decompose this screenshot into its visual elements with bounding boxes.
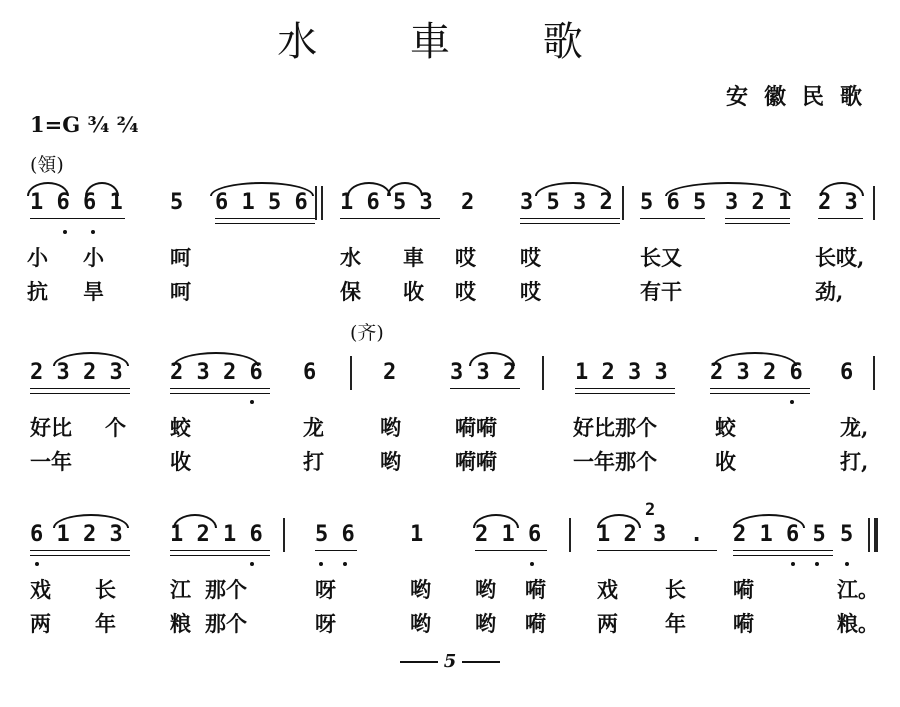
lyric: 江 xyxy=(170,577,191,602)
lyric: 嗬 xyxy=(733,611,754,636)
note-group: 3 xyxy=(653,522,667,547)
beam-line xyxy=(597,550,717,551)
note-group: 1 2 3 3 xyxy=(575,360,668,385)
octave-dot xyxy=(35,562,39,566)
beam-line xyxy=(170,393,270,394)
bar-line xyxy=(283,518,285,552)
lyric: 嗬 xyxy=(525,577,546,602)
lyric: 哎 xyxy=(520,279,541,304)
lyric: 小 xyxy=(27,245,48,270)
lyric: 嗬 xyxy=(733,577,754,602)
lyric: 嗬 xyxy=(525,611,546,636)
note-group: 3 3 2 xyxy=(450,360,517,385)
bar-line xyxy=(622,186,624,220)
octave-dot xyxy=(91,230,95,234)
lyric: 龙, xyxy=(840,415,869,440)
beam-line xyxy=(450,388,520,389)
bar-line xyxy=(350,356,352,390)
page-number xyxy=(0,651,900,672)
beam-line xyxy=(30,393,130,394)
note-group: 6 xyxy=(840,360,854,385)
note-group: 5 xyxy=(170,190,184,215)
note-group: 1 6 5 3 xyxy=(340,190,433,215)
beam-line xyxy=(30,550,130,551)
beam-line xyxy=(475,550,547,551)
beam-line xyxy=(725,223,790,224)
lyric: 小 xyxy=(83,245,104,270)
lyric: 嗬嗬 xyxy=(455,415,497,440)
beam-line xyxy=(575,388,675,389)
key-signature: 1=G ¾ ²⁄₄ xyxy=(30,112,139,137)
beam-line xyxy=(30,555,130,556)
note-group: 6 xyxy=(303,360,317,385)
lyric: 长 xyxy=(95,577,116,602)
octave-dot xyxy=(845,562,849,566)
beam-line xyxy=(215,218,315,219)
note-group: 2 3 2 6 xyxy=(710,360,803,385)
chorus-mark: (齐) xyxy=(350,322,384,344)
lyric: 哟 xyxy=(380,449,401,474)
song-origin: 安徽民歌 xyxy=(725,84,878,110)
bar-line xyxy=(868,518,870,552)
lyric: 江。 xyxy=(837,577,879,602)
beam-line xyxy=(710,393,810,394)
lyric: 抗 xyxy=(27,279,48,304)
beam-line xyxy=(640,218,705,219)
lyric: 一年那个 xyxy=(573,449,657,474)
lyric: 龙 xyxy=(303,415,324,440)
beam-line xyxy=(725,218,790,219)
bar-line xyxy=(315,186,317,220)
beam-line xyxy=(30,388,130,389)
octave-dot xyxy=(815,562,819,566)
note-group: 2 3 xyxy=(818,190,858,215)
lyric: 收 xyxy=(170,449,191,474)
beam-line xyxy=(733,555,833,556)
octave-dot xyxy=(343,562,347,566)
note-group: 2 xyxy=(383,360,397,385)
beam-line xyxy=(170,388,270,389)
note-group: 1 6 6 1 xyxy=(30,190,123,215)
lyric: 那个 xyxy=(205,577,247,602)
lyric: 保 xyxy=(340,279,361,304)
note-group: 1 2 1 6 xyxy=(170,522,263,547)
bar-line xyxy=(569,518,571,552)
lyric: 粮。 xyxy=(837,611,879,636)
lyric: 哟 xyxy=(410,611,431,636)
lyric: 旱 xyxy=(83,279,104,304)
beam-line xyxy=(710,388,810,389)
lyric: 水 xyxy=(340,245,361,270)
grace-note: 2 xyxy=(645,500,656,520)
lyric: 两 xyxy=(30,611,51,636)
bar-line xyxy=(873,356,875,390)
lyric: 哟 xyxy=(380,415,401,440)
lyric: 那个 xyxy=(205,611,247,636)
lyric: 长 xyxy=(665,577,686,602)
song-title: 水 車 歌 xyxy=(277,19,623,65)
lyric: 呀 xyxy=(315,577,336,602)
dot: . xyxy=(690,522,704,547)
beam-line xyxy=(170,555,270,556)
lyric: 两 xyxy=(597,611,618,636)
lyric: 长又 xyxy=(640,245,682,270)
note-group: 1 2 xyxy=(597,522,637,547)
lead-mark: (領) xyxy=(30,154,64,176)
lyric: 戏 xyxy=(597,577,618,602)
note-group: 6 1 5 6 xyxy=(215,190,308,215)
lyric: 收 xyxy=(715,449,736,474)
lyric: 打 xyxy=(303,449,324,474)
bar-line xyxy=(873,186,875,220)
note-group: 2 3 2 3 xyxy=(30,360,123,385)
lyric: 一年 xyxy=(30,449,72,474)
octave-dot xyxy=(530,562,534,566)
lyric: 个 xyxy=(105,415,126,440)
beam-line xyxy=(733,550,833,551)
lyric: 呵 xyxy=(170,279,191,304)
note-group: 1 xyxy=(410,522,424,547)
lyric: 呀 xyxy=(315,611,336,636)
lyric: 蛟 xyxy=(170,415,191,440)
final-bar-line xyxy=(874,518,878,552)
note-group: 3 5 3 2 xyxy=(520,190,613,215)
beam-line xyxy=(340,218,440,219)
lyric: 呵 xyxy=(170,245,191,270)
beam-line xyxy=(30,218,125,219)
beam-line xyxy=(170,550,270,551)
note-group: 5 6 xyxy=(315,522,355,547)
note-group: 3 2 1 xyxy=(725,190,792,215)
lyric: 粮 xyxy=(170,611,191,636)
beam-line xyxy=(575,393,675,394)
beam-line xyxy=(315,550,357,551)
beam-line xyxy=(520,223,620,224)
note-group: 2 1 6 5 xyxy=(733,522,826,547)
lyric: 年 xyxy=(665,611,686,636)
page-number-text: 5 xyxy=(443,651,457,672)
note-group: 5 6 5 xyxy=(640,190,707,215)
bar-line xyxy=(321,186,323,220)
lyric: 有干 xyxy=(640,279,682,304)
beam-line xyxy=(215,223,315,224)
lyric: 打, xyxy=(840,449,869,474)
octave-dot xyxy=(63,230,67,234)
octave-dot xyxy=(250,562,254,566)
octave-dot xyxy=(319,562,323,566)
lyric: 蛟 xyxy=(715,415,736,440)
lyric: 嗬嗬 xyxy=(455,449,497,474)
lyric: 哟 xyxy=(475,577,496,602)
note-group: 2 xyxy=(461,190,475,215)
note-group: 6 1 2 3 xyxy=(30,522,123,547)
lyric: 好比那个 xyxy=(573,415,657,440)
lyric: 戏 xyxy=(30,577,51,602)
lyric: 好比 xyxy=(30,415,72,440)
bar-line xyxy=(542,356,544,390)
lyric: 哎 xyxy=(520,245,541,270)
lyric: 劲, xyxy=(815,279,844,304)
note-group: 2 3 2 6 xyxy=(170,360,263,385)
lyric: 哟 xyxy=(410,577,431,602)
lyric: 收 xyxy=(403,279,424,304)
lyric: 哎 xyxy=(455,245,476,270)
beam-line xyxy=(818,218,863,219)
lyric: 哎 xyxy=(455,279,476,304)
octave-dot xyxy=(790,400,794,404)
lyric: 年 xyxy=(95,611,116,636)
octave-dot xyxy=(791,562,795,566)
lyric: 車 xyxy=(403,245,424,270)
note-group: 2 1 6 xyxy=(475,522,542,547)
note-group: 5 xyxy=(840,522,854,547)
lyric: 哟 xyxy=(475,611,496,636)
lyric: 长哎, xyxy=(815,245,865,270)
beam-line xyxy=(520,218,620,219)
octave-dot xyxy=(250,400,254,404)
